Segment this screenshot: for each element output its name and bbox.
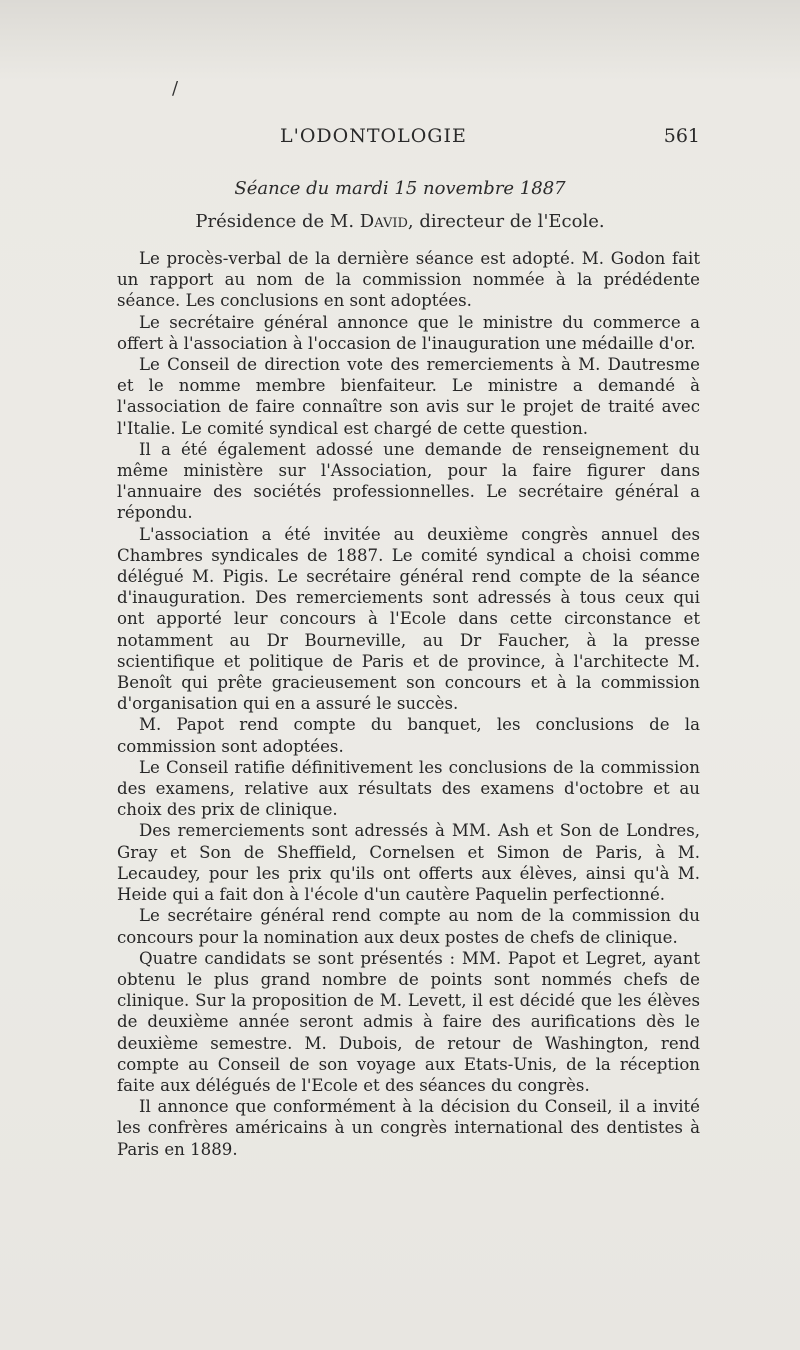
page-header — [280, 125, 700, 155]
paragraph-3: Le Conseil de direction vote des remerciements à M. Dautresme et le nomme membre bienfaiteur. Le ministre a demandé à l'association de faire connaître son avis sur le projet de traité avec l'Italie. Le comité syndical est chargé de cette question. — [117, 355, 700, 438]
page-number: 561 — [663, 125, 700, 147]
paragraph-7: Le Conseil ratifie définitivement les conclusions de la commission des examens, relative aux résultats des examens d'octobre et au choix des prix de clinique. — [117, 757, 700, 820]
paragraph-6: M. Papot rend compte du banquet, les conclusions de la commission sont adoptées. — [117, 715, 700, 756]
paragraph-9: Le secrétaire général rend compte au nom de la commission du concours pour la nomination aux deux postes de chefs de clinique. — [117, 906, 700, 947]
running-title: L'ODONTOLOGIE — [280, 125, 467, 147]
paragraph-4: Il a été également adossé une demande de renseignement du même ministère sur l'Association, pour la faire figurer dans l'annuaire des sociétés professionnelles. Le secrétaire général a répondu. — [117, 439, 700, 523]
paragraph-5: L'association a été invitée au deuxième congrès annuel des Chambres syndicales de 1887. Le comité syndical a choisi comme délégué M. Pigis. Le secrétaire général rend compte de la séance d'inauguration. Des remerciements sont adressés à tous ceux qui ont apporté leur concours à l'Ecole dans cette circonstance et notamment au Dr Bourneville, au Dr Faucher, à la presse scientifique et politique de Paris et de province, à l'architecte M. Benoît qui prête gracieusement son concours et à la commission d'organisation qui en a assuré le succès. — [117, 524, 700, 714]
paragraph-1: Le procès-verbal de la dernière séance est adopté. M. Godon fait un rapport au nom de la commission nommée à la prédédente séance. Les conclusions en sont adoptées. — [117, 249, 700, 311]
paragraph-2: Le secrétaire général annonce que le ministre du commerce a offert à l'association à l'occasion de l'inauguration une médaille d'or. — [117, 312, 700, 353]
margin-mark: / — [172, 78, 179, 99]
president-name: David — [359, 211, 408, 232]
presidency-prefix: Présidence de M. — [195, 211, 355, 232]
minutes-body — [117, 248, 700, 1160]
session-title: Séance du mardi 15 novembre 1887 — [234, 178, 566, 199]
paragraph-8: Des remerciements sont adressés à MM. Ash et Son de Londres, Gray et Son de Sheffield, Cornelsen et Simon de Paris, à M. Lecaudey, pour les prix qu'ils ont offerts aux élèves, ainsi qu'à M. Heide qui a fait don à l'école d'un cautère Paquelin perfectionné. — [117, 821, 700, 905]
presidency-line — [0, 211, 800, 232]
paragraph-11: Il annonce que conformément à la décision du Conseil, il a invité les confrères américains à un congrès international des dentistes à Paris en 1889. — [117, 1097, 700, 1159]
paragraph-10: Quatre candidats se sont présentés : MM. Papot et Legret, ayant obtenu le plus grand nombre de points sont nommés chefs de clinique. Sur la proposition de M. Levett, il est décidé que les élèves de deuxième année seront admis à faire des aurifications dès le deuxième semestre. M. Dubois, de retour de Washington, rend compte au Conseil de son voyage aux Etats-Unis, de la réception faite aux délégués de l'Ecole et des séances du congrès. — [117, 948, 700, 1095]
presidency-suffix: , directeur de l'Ecole. — [407, 211, 605, 232]
